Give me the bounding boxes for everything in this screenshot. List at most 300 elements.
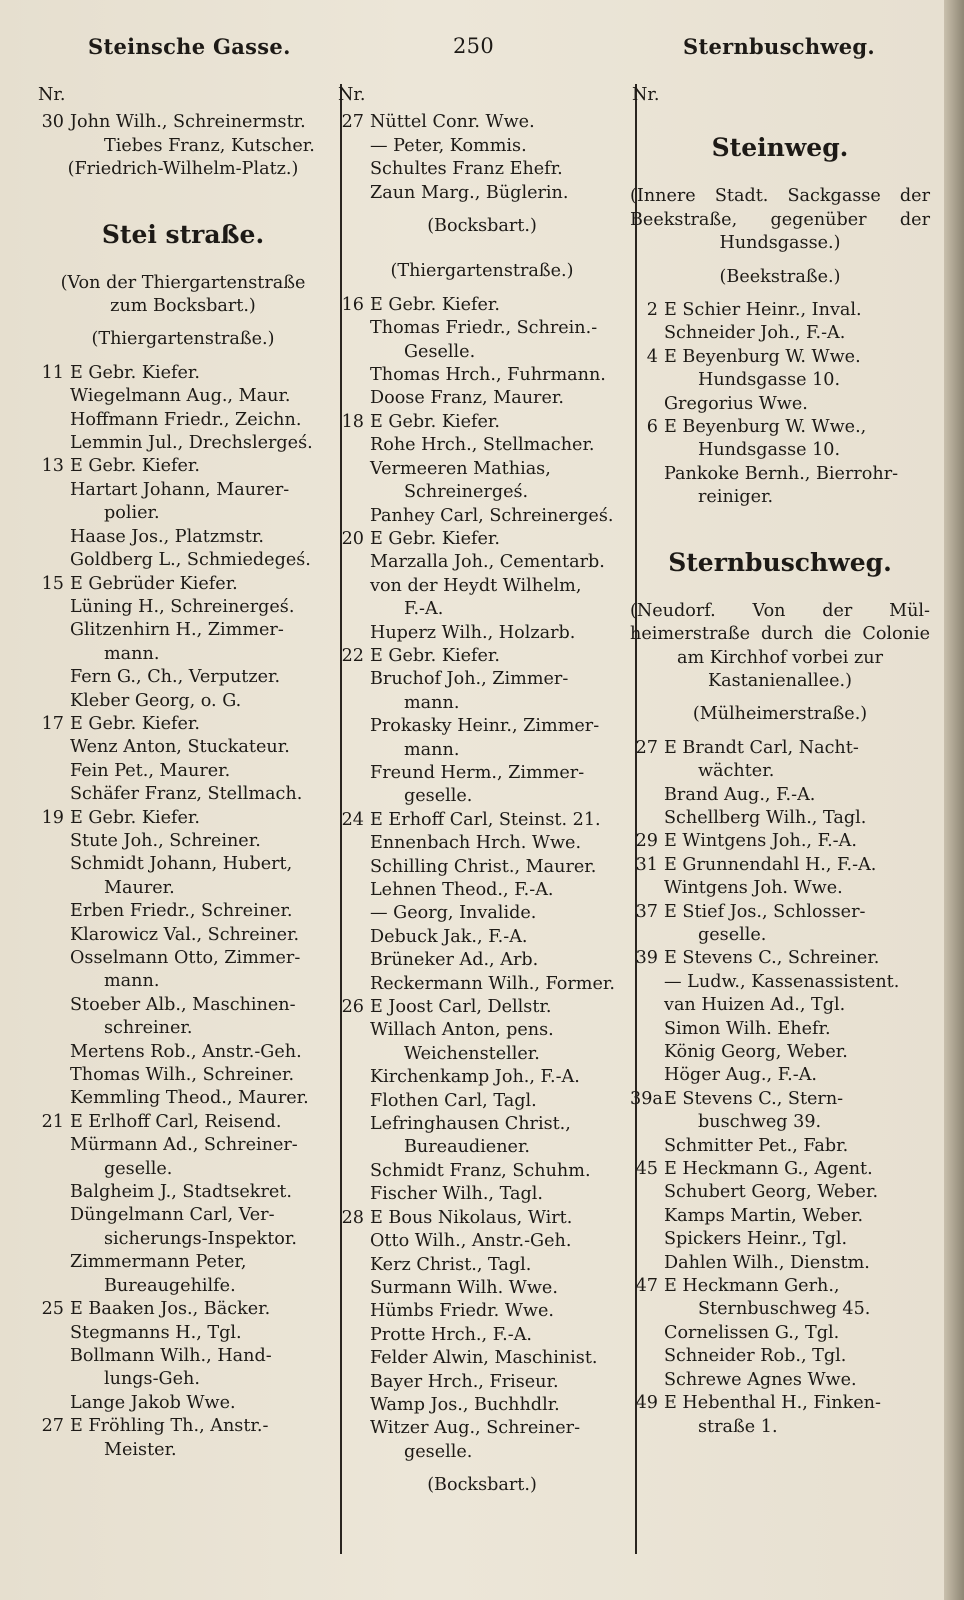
continuation-line: reiniger. <box>698 487 774 508</box>
column-2 <box>336 84 628 1498</box>
number-slot <box>336 1417 370 1440</box>
number-slot <box>36 385 70 408</box>
column-1 <box>36 84 330 1462</box>
resident-entry: Kemmling Theod., Maurer. <box>70 1088 309 1109</box>
house-entry <box>630 1088 930 1111</box>
number-slot <box>336 1160 370 1183</box>
number-slot <box>36 1064 70 1087</box>
number-slot <box>36 994 70 1017</box>
number-slot <box>630 784 664 807</box>
resident-entry: — Peter, Kommis. <box>370 135 527 156</box>
number-slot <box>630 1228 664 1251</box>
house-number: 37 <box>635 901 658 922</box>
house-number: 15 <box>41 573 64 594</box>
number-slot <box>630 807 664 830</box>
house-number: 13 <box>41 456 64 477</box>
number-slot <box>336 1254 370 1277</box>
resident-line <box>630 994 930 1017</box>
number-slot <box>336 1066 370 1089</box>
resident-line <box>630 1228 930 1251</box>
resident-entry: E Beyenburg W. Wwe., <box>664 417 867 438</box>
resident-line <box>36 690 330 713</box>
house-entry <box>630 1275 930 1298</box>
resident-entry: Kamps Martin, Weber. <box>664 1205 864 1226</box>
resident-entry: Hartart Johann, Maurer- <box>70 479 290 500</box>
number-slot <box>336 1090 370 1113</box>
resident-entry: Lehnen Theod., F.-A. <box>370 880 554 900</box>
number-slot <box>336 1347 370 1370</box>
continuation-line: geselle. <box>404 786 473 807</box>
resident-entry: Lemmin Jul., Drechslergeś. <box>70 433 313 454</box>
resident-line <box>336 1417 628 1440</box>
house-entry <box>336 645 628 668</box>
resident-entry: Schilling Christ., Maurer. <box>370 856 597 877</box>
number-slot <box>336 1371 370 1394</box>
resident-entry: Marzalla Joh., Cementarb. <box>370 552 605 573</box>
number-slot <box>36 736 70 759</box>
resident-line <box>630 971 930 994</box>
house-entry <box>36 1415 330 1438</box>
resident-line <box>336 926 628 949</box>
resident-entry: Pankoke Bernh., Bierrohr- <box>664 463 899 484</box>
resident-entry: Rohe Hrch., Stellmacher. <box>370 435 595 456</box>
house-entry <box>36 1111 330 1134</box>
resident-entry: E Gebr. Kiefer. <box>70 362 201 383</box>
street-note: (Thiergartenstraße.) <box>390 261 574 282</box>
spacer <box>336 238 628 260</box>
resident-line <box>336 387 628 410</box>
continuation-line: Geselle. <box>404 341 476 362</box>
resident-entry: Nüttel Conr. Wwe. <box>370 112 535 133</box>
house-number: 29 <box>635 831 658 852</box>
resident-line <box>36 549 330 572</box>
continuation-line: mann. <box>104 971 160 992</box>
number-slot <box>336 973 370 996</box>
resident-line <box>36 1345 330 1368</box>
house-number: 6 <box>646 417 658 438</box>
number-slot <box>336 182 370 205</box>
spacer <box>630 727 930 737</box>
resident-line <box>36 596 330 619</box>
resident-entry: Prokasky Heinr., Zimmer- <box>370 716 600 737</box>
resident-entry: Dahlen Wilh., Dienstm. <box>664 1252 870 1273</box>
resident-entry: E Joost Carl, Dellstr. <box>370 997 552 1018</box>
house-entry <box>630 737 930 760</box>
house-entry <box>36 111 330 134</box>
resident-entry: Simon Wilh. Ehefr. <box>664 1018 831 1039</box>
resident-entry: Protte Hrch., F.-A. <box>370 1324 533 1345</box>
page-number: 250 <box>453 34 494 58</box>
continuation-line: buschweg 39. <box>698 1112 822 1133</box>
resident-line <box>336 1183 628 1206</box>
house-entry <box>336 411 628 434</box>
number-slot <box>36 1322 70 1345</box>
number-slot <box>336 434 370 457</box>
house-entry <box>630 947 930 970</box>
resident-line <box>36 1251 330 1274</box>
continuation-line: Schreinergeś. <box>404 482 529 503</box>
continuation-line: lungs-Geh. <box>104 1369 200 1390</box>
resident-entry: Wintgens Joh. Wwe. <box>664 878 843 899</box>
house-entry <box>336 996 628 1019</box>
resident-entry: van Huizen Ad., Tgl. <box>664 995 846 1016</box>
resident-entry: Schneider Joh., F.-A. <box>664 323 846 344</box>
resident-entry: E Stevens C., Stern- <box>664 1088 844 1109</box>
house-number: 24 <box>341 809 364 830</box>
number-slot <box>36 596 70 619</box>
number-slot <box>630 1322 664 1345</box>
resident-line <box>336 364 628 387</box>
number-slot <box>630 1181 664 1204</box>
resident-line <box>630 1135 930 1158</box>
number-slot <box>36 900 70 923</box>
house-number: 17 <box>41 713 64 734</box>
resident-entry: E Gebr. Kiefer. <box>370 528 501 549</box>
number-slot <box>36 853 70 876</box>
resident-entry: Balgheim J., Stadtsekret. <box>70 1182 292 1203</box>
house-number: 25 <box>41 1299 64 1320</box>
number-slot <box>630 1064 664 1087</box>
number-slot <box>630 463 664 486</box>
resident-line <box>36 1322 330 1345</box>
resident-entry: Schmidt Johann, Hubert, <box>70 854 293 875</box>
running-head-left: Steinsche Gasse. <box>88 34 291 59</box>
number-slot <box>630 393 664 416</box>
house-number: 2 <box>646 300 658 321</box>
resident-entry: E Grunnendahl H., F.-A. <box>664 854 877 875</box>
number-slot <box>336 622 370 645</box>
continuation-line: straße 1. <box>698 1416 778 1437</box>
continuation-line: geselle. <box>404 1441 473 1462</box>
number-slot <box>336 135 370 158</box>
resident-line <box>36 432 330 455</box>
resident-entry: von der Heydt Wilhelm, <box>370 575 582 596</box>
resident-entry: E Gebr. Kiefer. <box>70 456 201 477</box>
number-slot <box>336 317 370 340</box>
number-slot <box>36 479 70 502</box>
street-note: (Beekstraße.) <box>719 266 841 287</box>
number-slot <box>336 715 370 738</box>
resident-entry: Brand Aug., F.-A. <box>664 784 816 805</box>
house-entry <box>36 1298 330 1321</box>
house-entry <box>630 299 930 322</box>
resident-entry: Gregorius Wwe. <box>664 393 808 414</box>
number-slot <box>36 1392 70 1415</box>
spacer <box>336 1464 628 1474</box>
resident-line <box>336 182 628 205</box>
resident-entry: Fischer Wilh., Tagl. <box>370 1184 543 1205</box>
resident-entry: Otto Wilh., Anstr.-Geh. <box>370 1231 572 1252</box>
resident-entry: E Gebr. Kiefer. <box>70 713 201 734</box>
house-number: 47 <box>635 1276 658 1297</box>
resident-line <box>630 1064 930 1087</box>
continuation-line: wächter. <box>698 761 775 782</box>
continuation-line: Bureaugehilfe. <box>104 1275 236 1296</box>
resident-entry: Schultes Franz Ehefr. <box>370 159 563 180</box>
street-note: heimerstraße durch die Colonie <box>630 624 930 645</box>
resident-entry: — Georg, Invalide. <box>370 903 537 924</box>
number-slot <box>36 526 70 549</box>
column-lines <box>336 111 628 1497</box>
resident-entry: Vermeeren Mathias, <box>370 458 551 479</box>
number-slot <box>336 856 370 879</box>
resident-entry: Schmidt Franz, Schuhm. <box>370 1160 591 1181</box>
house-number: 16 <box>341 294 364 315</box>
continuation-line: mann. <box>104 643 160 664</box>
column-nr-label: Nr. <box>338 85 366 105</box>
resident-entry: Panhey Carl, Schreinergeś. <box>370 505 614 526</box>
number-slot <box>630 1205 664 1228</box>
column-3 <box>630 84 930 1439</box>
number-slot <box>336 158 370 181</box>
resident-entry: Stegmanns H., Tgl. <box>70 1322 242 1343</box>
number-slot <box>630 971 664 994</box>
column-nr-label: Nr. <box>38 85 66 105</box>
house-entry <box>630 346 930 369</box>
resident-line <box>336 622 628 645</box>
spacer <box>336 205 628 215</box>
column-lines <box>630 111 930 1439</box>
continuation-line: polier. <box>104 503 160 524</box>
resident-entry: Stute Joh., Schreiner. <box>70 830 261 851</box>
resident-entry: E Erhoff Carl, Steinst. 21. <box>370 809 601 830</box>
resident-line <box>36 947 330 970</box>
resident-entry: E Gebr. Kiefer. <box>370 294 501 315</box>
number-slot <box>36 760 70 783</box>
column-nr-label: Nr. <box>632 85 660 105</box>
column-lines <box>36 111 330 1462</box>
number-slot <box>36 783 70 806</box>
resident-entry: E Brandt Carl, Nacht- <box>664 737 859 758</box>
resident-entry: Schellberg Wilh., Tagl. <box>664 807 867 828</box>
continuation-line: Tiebes Franz, Kutscher. <box>104 135 315 156</box>
house-entry <box>336 294 628 317</box>
resident-entry: E Gebrüder Kiefer. <box>70 573 238 594</box>
number-slot <box>36 1087 70 1110</box>
spacer <box>336 284 628 294</box>
house-number: 21 <box>41 1111 64 1132</box>
continuation-line: Hundsgasse 10. <box>698 440 841 461</box>
number-slot <box>36 1181 70 1204</box>
resident-entry: Fern G., Ch., Verputzer. <box>70 667 281 688</box>
resident-line <box>630 1041 930 1064</box>
street-note: (Friedrich-Wilhelm-Platz.) <box>67 159 299 180</box>
number-slot <box>336 1394 370 1417</box>
continuation-line: Weichensteller. <box>404 1043 540 1064</box>
number-slot <box>336 1113 370 1136</box>
resident-line <box>36 736 330 759</box>
resident-line <box>36 1392 330 1415</box>
number-slot <box>36 666 70 689</box>
resident-entry: Osselmann Otto, Zimmer- <box>70 948 301 968</box>
continuation-line: sicherungs-Inspektor. <box>104 1228 297 1249</box>
street-heading: Stei straße. <box>101 219 265 249</box>
number-slot <box>36 1345 70 1368</box>
resident-entry: Schäfer Franz, Stellmach. <box>70 784 303 805</box>
street-note: (Mülheimerstraße.) <box>692 704 868 725</box>
resident-line <box>36 853 330 876</box>
house-number: 26 <box>341 997 364 1018</box>
resident-entry: Goldberg L., Schmiedegeś. <box>70 550 311 571</box>
resident-line <box>336 1113 628 1136</box>
resident-entry: Mürmann Ad., Schreiner- <box>70 1135 298 1156</box>
resident-entry: Glitzenhirn H., Zimmer- <box>70 620 284 641</box>
house-number: 45 <box>635 1159 658 1180</box>
house-entry <box>630 830 930 853</box>
resident-entry: Schrewe Agnes Wwe. <box>664 1369 857 1390</box>
resident-line <box>336 1160 628 1183</box>
resident-line <box>336 1066 628 1089</box>
continuation-line: mann. <box>404 692 460 713</box>
continuation-line: geselle. <box>698 924 767 945</box>
resident-line <box>336 762 628 785</box>
house-number: 20 <box>341 528 364 549</box>
house-number: 31 <box>635 854 658 875</box>
resident-entry: Felder Alwin, Maschinist. <box>370 1348 598 1369</box>
number-slot <box>336 1019 370 1042</box>
resident-entry: Brüneker Ad., Arb. <box>370 950 539 971</box>
number-slot <box>36 619 70 642</box>
number-slot <box>630 1018 664 1041</box>
resident-entry: Schneider Rob., Tgl. <box>664 1346 847 1367</box>
street-note: (Thiergartenstraße.) <box>91 329 275 350</box>
resident-entry: Hümbs Friedr. Wwe. <box>370 1301 554 1322</box>
number-slot <box>336 458 370 481</box>
resident-line <box>630 1322 930 1345</box>
number-slot <box>336 832 370 855</box>
resident-entry: Zaun Marg., Büglerin. <box>370 182 569 203</box>
house-number: 27 <box>341 112 364 133</box>
resident-entry: Surmann Wilh. Wwe. <box>370 1277 558 1298</box>
spacer <box>630 578 930 600</box>
street-note: Beekstraße, gegenüber der <box>630 209 930 230</box>
house-entry <box>630 854 930 877</box>
resident-line <box>336 1277 628 1300</box>
number-slot <box>336 949 370 972</box>
number-slot <box>336 575 370 598</box>
resident-line <box>336 949 628 972</box>
resident-line <box>36 760 330 783</box>
number-slot <box>630 1345 664 1368</box>
number-slot <box>36 1134 70 1157</box>
resident-entry: König Georg, Weber. <box>664 1042 848 1062</box>
number-slot <box>36 409 70 432</box>
spacer <box>36 182 330 220</box>
number-slot <box>36 549 70 572</box>
street-note: (Bocksbart.) <box>427 1475 537 1496</box>
house-entry <box>336 1207 628 1230</box>
number-slot <box>630 1369 664 1392</box>
resident-line <box>336 879 628 902</box>
resident-line <box>336 902 628 925</box>
number-slot <box>336 1183 370 1206</box>
resident-entry: Klarowicz Val., Schreiner. <box>70 924 300 945</box>
resident-line <box>36 666 330 689</box>
resident-entry: Bayer Hrch., Friseur. <box>370 1371 559 1392</box>
house-entry <box>336 528 628 551</box>
resident-line <box>630 1345 930 1368</box>
resident-entry: Witzer Aug., Schreiner- <box>370 1418 581 1439</box>
house-entry <box>36 362 330 385</box>
house-entry <box>336 809 628 832</box>
number-slot <box>336 762 370 785</box>
resident-entry: Thomas Wilh., Schreiner. <box>70 1065 295 1086</box>
house-number: 27 <box>635 737 658 758</box>
number-slot <box>336 364 370 387</box>
resident-entry: E Bous Nikolaus, Wirt. <box>370 1207 573 1228</box>
resident-entry: E Erlhoff Carl, Reisend. <box>70 1111 282 1132</box>
resident-line <box>36 783 330 806</box>
street-note: (Innere Stadt. Sackgasse der <box>630 186 930 207</box>
resident-entry: Reckermann Wilh., Former. <box>370 973 615 994</box>
resident-line <box>36 1181 330 1204</box>
house-number: 18 <box>341 411 364 432</box>
resident-entry: Höger Aug., F.-A. <box>664 1065 817 1086</box>
resident-entry: E Heckmann Gerh., <box>664 1276 840 1297</box>
house-entry <box>630 416 930 439</box>
resident-line <box>336 158 628 181</box>
number-slot <box>336 387 370 410</box>
resident-entry: John Wilh., Schreinermstr. <box>70 112 306 133</box>
number-slot <box>336 1277 370 1300</box>
house-entry <box>36 807 330 830</box>
resident-line <box>336 551 628 574</box>
resident-entry: Düngelmann Carl, Ver- <box>70 1205 275 1226</box>
number-slot <box>36 690 70 713</box>
resident-line <box>36 900 330 923</box>
resident-entry: E Gebr. Kiefer. <box>370 645 501 666</box>
resident-entry: Stoeber Alb., Maschinen- <box>70 994 296 1015</box>
resident-line <box>336 317 628 340</box>
number-slot <box>630 1252 664 1275</box>
house-number: 39a <box>630 1088 663 1109</box>
resident-line <box>336 1019 628 1042</box>
continuation-line: schreiner. <box>104 1018 193 1039</box>
continuation-line: F.-A. <box>404 599 444 620</box>
resident-entry: Kleber Georg, o. G. <box>70 690 242 711</box>
resident-line <box>336 575 628 598</box>
resident-entry: Wiegelmann Aug., Maur. <box>70 386 291 407</box>
resident-line <box>36 619 330 642</box>
house-number: 11 <box>41 362 64 383</box>
number-slot <box>336 1230 370 1253</box>
resident-entry: E Heckmann G., Agent. <box>664 1159 873 1180</box>
street-note: am Kirchhof vorbei zur <box>676 647 883 668</box>
resident-entry: E Schier Heinr., Inval. <box>664 300 862 321</box>
resident-entry: Wenz Anton, Stuckateur. <box>70 737 290 758</box>
number-slot <box>630 994 664 1017</box>
house-entry <box>630 1392 930 1415</box>
number-slot <box>630 322 664 345</box>
continuation-line: Hundsgasse 10. <box>698 370 841 391</box>
number-slot <box>630 877 664 900</box>
number-slot <box>36 830 70 853</box>
number-slot <box>36 1041 70 1064</box>
continuation-line: Maurer. <box>104 877 175 898</box>
resident-entry: Kerz Christ., Tagl. <box>370 1254 532 1275</box>
resident-line <box>336 1254 628 1277</box>
street-heading: Sternbuschweg. <box>668 547 892 577</box>
resident-entry: E Gebr. Kiefer. <box>70 807 201 828</box>
house-number: 28 <box>341 1207 364 1228</box>
resident-entry: Kirchenkamp Joh., F.-A. <box>370 1067 580 1088</box>
number-slot <box>36 947 70 970</box>
spacer <box>630 693 930 703</box>
resident-entry: Schmitter Pet., Fabr. <box>664 1135 849 1156</box>
house-number: 49 <box>635 1393 658 1414</box>
number-slot <box>336 902 370 925</box>
number-slot <box>336 926 370 949</box>
